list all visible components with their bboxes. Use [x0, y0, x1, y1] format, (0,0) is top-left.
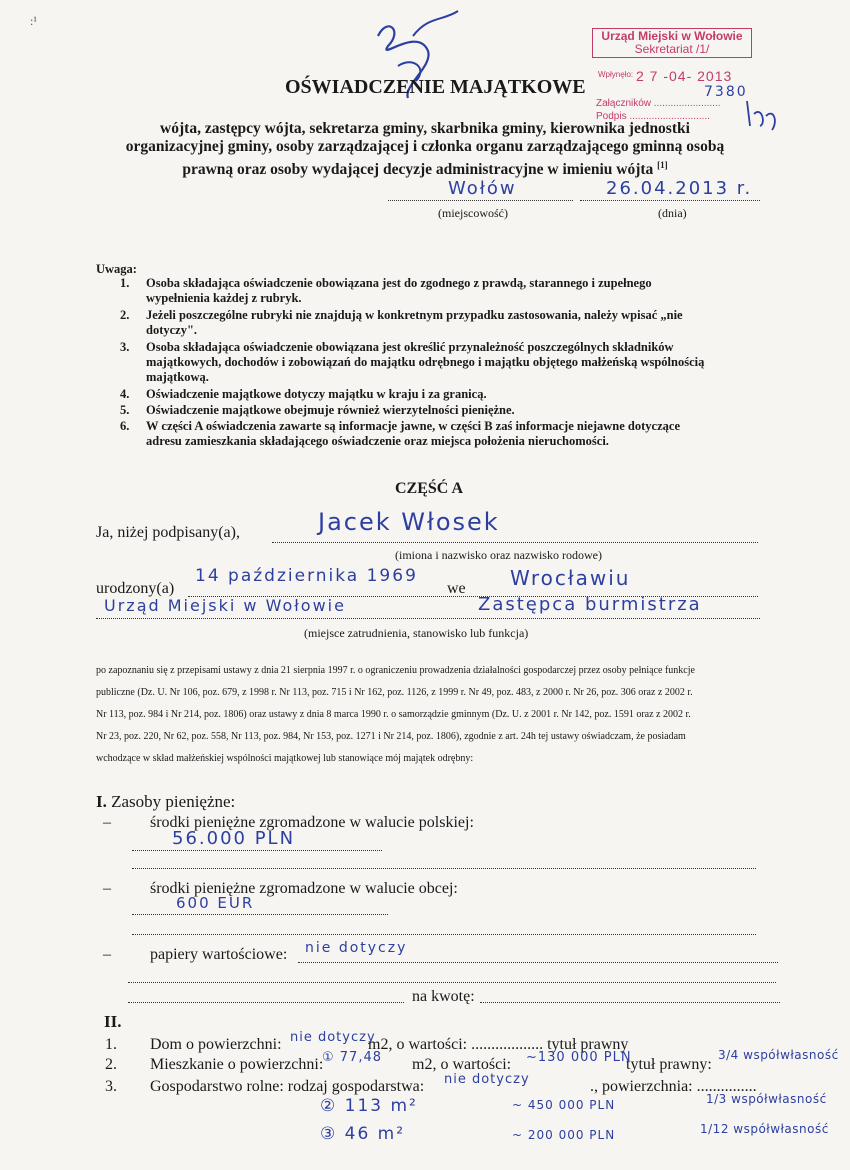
signer-name-value[interactable]: Jacek Włosek — [318, 508, 500, 536]
flat-label: Mieszkanie o powierzchni: — [150, 1056, 324, 1073]
subtitle-line2: organizacyjnej gminy, osoby zarządzającej i członka organu zarządzającego gminną osobą — [125, 138, 725, 155]
note-text — [146, 419, 680, 449]
flat-title-value[interactable]: 3/4 współwłasność — [718, 1048, 839, 1062]
dash-marker: – — [103, 880, 111, 897]
stamp-office-box — [592, 28, 752, 58]
stamp-office-name: Urząd Miejski w Wołowie — [601, 29, 743, 43]
note-text — [146, 340, 704, 385]
property-3-title[interactable]: 1/12 współwłasność — [700, 1122, 829, 1136]
legal-text-line: Nr 23, poz. 220, Nr 62, poz. 558, Nr 113, poz. 984, Nr 153, poz. 1271 i Nr 214, poz. 1806), zgodnie z art. 24h tej ustawy oświadczam, że posiadam — [96, 731, 686, 742]
property-2-value[interactable]: ~ 450 000 PLN — [512, 1098, 616, 1112]
note-line: Osoba składająca oświadczenie obowiązana jest do zgodnego z prawdą, starannego i zupełnego — [146, 276, 652, 290]
flat-title-label: tytuł prawny: — [626, 1056, 712, 1073]
born-label: urodzony(a) — [96, 580, 175, 597]
securities-dotted-line — [298, 962, 778, 963]
note-line: dotyczy". — [146, 323, 198, 337]
born-in-label: we — [447, 580, 466, 597]
place-caption: (miejscowość) — [438, 206, 508, 220]
property-3-value[interactable]: ~ 200 000 PLN — [512, 1128, 616, 1142]
employer-value[interactable]: Urząd Miejski w Wołowie — [104, 596, 346, 615]
amount-dotted-line-b — [480, 1002, 780, 1003]
pln-dotted-line-2 — [132, 868, 756, 869]
part-a-heading: CZĘŚĆ A — [395, 480, 464, 497]
amount-label: na kwotę: — [412, 988, 475, 1005]
pln-label: środki pieniężne zgromadzone w walucie polskiej: — [150, 814, 474, 831]
document-subtitle — [0, 120, 850, 179]
note-number: 2. — [120, 308, 130, 322]
note-line: majątkową. — [146, 370, 209, 384]
pln-dotted-line-1 — [132, 850, 382, 851]
house-value-label: m2, o wartości: .................. tytuł prawny — [368, 1036, 629, 1053]
employment-dotted-line — [96, 618, 760, 619]
amount-dotted-line-a — [128, 1002, 404, 1003]
stamp-signature: Podpis ............................. — [596, 111, 710, 122]
stamp-reg-number: 7380 — [704, 84, 748, 100]
property-2-area[interactable]: ② 113 m² — [320, 1096, 418, 1116]
note-number: 5. — [120, 403, 130, 417]
signer-dotted-line — [272, 542, 758, 543]
note-text: Oświadczenie majątkowe obejmuje również wierzytelności pieniężne. — [146, 403, 515, 417]
note-number: 4. — [120, 387, 130, 401]
subtitle-line3-wrap — [0, 156, 850, 179]
stamp-department: Sekretariat /1/ — [634, 42, 710, 56]
flat-area-value[interactable]: ① 77,48 — [322, 1050, 383, 1065]
note-line: majątkowych, dochodów i zobowiązań do majątku odrębnego i majątku objętego małżeńską wspólnością — [146, 355, 705, 369]
subtitle-line1: wójta, zastępcy wójta, sekretarza gminy, skarbnika gminy, kierownika jednostki — [160, 120, 690, 137]
legal-text — [96, 660, 695, 770]
securities-label: papiery wartościowe: — [150, 946, 288, 963]
house-area-value[interactable]: nie dotyczy — [290, 1030, 376, 1045]
note-number: 6. — [120, 419, 130, 433]
date-caption: (dnia) — [658, 206, 687, 220]
securities-value[interactable]: nie dotyczy — [305, 940, 408, 956]
note-text: Oświadczenie majątkowe dotyczy majątku w kraju i za granicą. — [146, 387, 487, 401]
signer-label: Ja, niżej podpisany(a), — [96, 524, 240, 541]
legal-text-line: publiczne (Dz. U. Nr 106, poz. 679, z 1998 r. Nr 113, poz. 715 i Nr 162, poz. 1126, z 1999 r. Nr 49, poz. 483, z 2000 r. Nr 26, poz. 306 oraz z 2002 r. — [96, 687, 693, 698]
property-3-area[interactable]: ③ 46 m² — [320, 1124, 406, 1144]
note-number: 3. — [120, 340, 130, 354]
place-value[interactable]: Wołów — [448, 178, 517, 199]
note-line: wypełnienia każdej z rubryk. — [146, 291, 302, 305]
date-value[interactable]: 26.04.2013 r. — [606, 178, 753, 199]
farm-area-label: ., powierzchnia: ............... — [590, 1078, 757, 1095]
employment-caption: (miejsce zatrudnienia, stanowisko lub funkcja) — [304, 626, 529, 640]
pln-value[interactable]: 56.000 PLN — [172, 828, 296, 849]
born-place-value[interactable]: Wrocławiu — [510, 566, 631, 590]
foreign-dotted-line-1 — [132, 914, 388, 915]
note-number: 1. — [120, 276, 130, 290]
note-line: Osoba składająca oświadczenie obowiązana jest określić przynależność poszczególnych składników — [146, 340, 674, 354]
legal-text-line: wchodzące w skład małżeńskiej wspólności majątkowej lub stanowiące mój majątek odrębny: — [96, 753, 474, 764]
row-number: 2. — [105, 1056, 117, 1073]
subtitle-footnote: [1] — [657, 160, 668, 170]
names-caption: (imiona i nazwisko oraz nazwisko rodowe) — [395, 548, 602, 562]
dash-marker: – — [103, 814, 111, 831]
stamp-received-date: 2 7 -04- 2013 — [636, 68, 733, 84]
securities-dotted-line-2 — [128, 982, 776, 983]
note-line: W części A oświadczenia zawarte są informacje jawne, w części B zaś informacje niejawne dotyczące — [146, 419, 680, 433]
flat-value-value[interactable]: ~130 000 PLN — [526, 1050, 632, 1065]
stamp-attachments: Załączników ........................ — [596, 98, 721, 109]
place-dotted-line — [388, 200, 573, 201]
subtitle-line3: prawną oraz osoby wydającej decyzje administracyjne w imieniu wójta — [182, 161, 654, 179]
date-dotted-line — [580, 200, 760, 201]
row-number: 3. — [105, 1078, 117, 1095]
margin-mark: :¹ — [30, 14, 37, 28]
legal-text-line: Nr 113, poz. 984 i Nr 214, poz. 1806) oraz ustawy z dnia 8 marca 1990 r. o samorządzie gminnym (Dz. U. z 2001 r. Nr 142, poz. 1591 oraz z 2002 r. — [96, 709, 691, 720]
note-text — [146, 308, 683, 338]
born-date-value[interactable]: 14 października 1969 — [195, 566, 418, 586]
flat-value-label: m2, o wartości: — [412, 1056, 512, 1073]
farm-label: Gospodarstwo rolne: rodzaj gospodarstwa: — [150, 1078, 425, 1095]
position-value[interactable]: Zastępca burmistrza — [478, 594, 702, 615]
document-title: OŚWIADCZENIE MAJĄTKOWE — [285, 76, 586, 98]
dash-marker: – — [103, 946, 111, 963]
foreign-value[interactable]: 600 EUR — [176, 894, 255, 912]
section1-number: I. — [96, 792, 107, 811]
stamp-received-label: Wpłynęło: — [598, 70, 634, 79]
legal-text-line: po zapoznaniu się z przepisami ustawy z dnia 21 sierpnia 1997 r. o ograniczeniu prowadzenia działalności gospodarczej przez osoby pełniące funkcje — [96, 665, 695, 676]
notes-header: Uwaga: — [96, 262, 137, 276]
foreign-label: środki pieniężne zgromadzone w walucie obcej: — [150, 880, 458, 897]
house-label: Dom o powierzchni: — [150, 1036, 282, 1053]
note-line: adresu zamieszkania składającego oświadczenie oraz miejsca położenia nieruchomości. — [146, 434, 609, 448]
property-2-title[interactable]: 1/3 współwłasność — [706, 1092, 827, 1106]
section1-title: Zasoby pieniężne: — [111, 792, 236, 811]
row-number: 1. — [105, 1036, 117, 1053]
farm-type-value[interactable]: nie dotyczy — [444, 1072, 530, 1087]
note-line: Jeżeli poszczególne rubryki nie znajdują w konkretnym przypadku zastosowania, należy wpisać „nie — [146, 308, 683, 322]
section1-heading — [96, 792, 235, 812]
note-text — [146, 276, 652, 306]
section2-heading: II. — [104, 1012, 122, 1031]
foreign-dotted-line-2 — [132, 934, 756, 935]
